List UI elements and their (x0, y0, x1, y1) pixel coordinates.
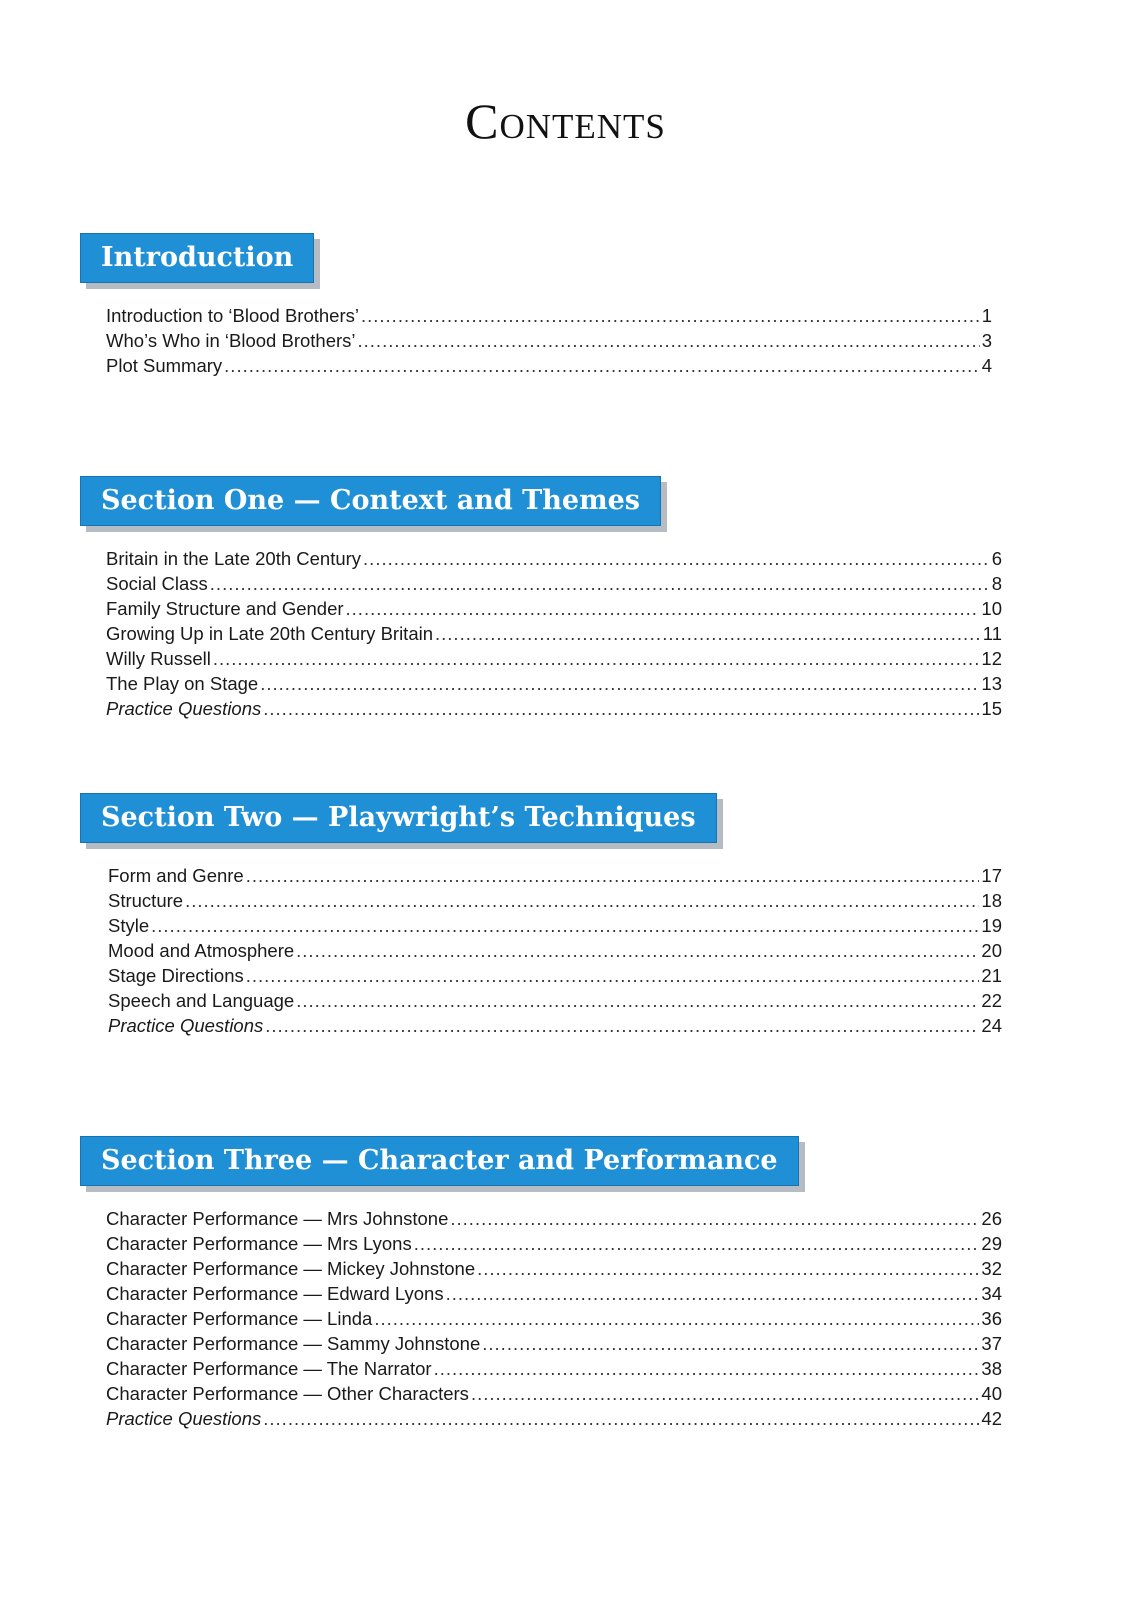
toc-entry-label: Character Performance — Mickey Johnstone (106, 1258, 476, 1279)
toc-entry[interactable] (108, 865, 1002, 890)
toc-entry-page: 29 (981, 1233, 1002, 1254)
toc-entry-page: 8 (991, 573, 1002, 594)
section-two (80, 793, 1024, 1040)
toc-entry[interactable] (108, 890, 1002, 915)
toc-entry[interactable] (108, 915, 1002, 940)
toc-entry-label: Structure (108, 890, 184, 911)
toc-list (106, 1208, 1002, 1433)
toc-list (108, 865, 1002, 1040)
toc-entry-page: 13 (981, 673, 1002, 694)
toc-entry-page: 26 (981, 1208, 1002, 1229)
section-one (80, 476, 1024, 723)
section-heading: Section One — Context and Themes (80, 476, 661, 526)
toc-entry[interactable] (106, 1333, 1002, 1358)
toc-entry[interactable] (106, 1233, 1002, 1258)
dot-leader (435, 623, 981, 645)
toc-entry-label: Style (108, 915, 150, 936)
dot-leader (263, 1408, 979, 1430)
toc-entry[interactable] (106, 1258, 1002, 1283)
toc-entry-label: Character Performance — The Narrator (106, 1358, 432, 1379)
toc-entry[interactable] (106, 355, 992, 380)
toc-entry[interactable] (106, 330, 992, 355)
toc-entry[interactable] (106, 648, 1002, 673)
dot-leader (296, 940, 979, 962)
dot-leader (414, 1233, 980, 1255)
toc-entry[interactable] (108, 940, 1002, 965)
dot-leader (446, 1283, 980, 1305)
toc-entry-page: 34 (981, 1283, 1002, 1304)
toc-entry-label: Form and Genre (108, 865, 244, 886)
dot-leader (346, 598, 980, 620)
toc-entry-page: 24 (981, 1015, 1002, 1036)
toc-entry-label: Character Performance — Linda (106, 1308, 373, 1329)
toc-entry-label: Practice Questions (108, 1015, 264, 1036)
toc-entry[interactable] (106, 1208, 1002, 1233)
section-heading: Introduction (80, 233, 314, 283)
toc-entry-page: 15 (981, 698, 1002, 719)
toc-entry-page: 32 (981, 1258, 1002, 1279)
toc-entry-label: Character Performance — Sammy Johnstone (106, 1333, 481, 1354)
toc-entry-label: Social Class (106, 573, 208, 594)
toc-entry-label: Character Performance — Edward Lyons (106, 1283, 444, 1304)
toc-entry-label: Britain in the Late 20th Century (106, 548, 362, 569)
toc-entry[interactable] (106, 698, 1002, 723)
dot-leader (185, 890, 979, 912)
toc-entry[interactable] (108, 990, 1002, 1015)
toc-entry-label: Plot Summary (106, 355, 223, 376)
toc-entry-page: 18 (981, 890, 1002, 911)
toc-entry[interactable] (108, 965, 1002, 990)
dot-leader (263, 698, 979, 720)
toc-entry-label: Mood and Atmosphere (108, 940, 295, 961)
dot-leader (260, 673, 979, 695)
toc-entry[interactable] (106, 1408, 1002, 1433)
toc-entry-page: 38 (981, 1358, 1002, 1379)
toc-entry-label: Introduction to ‘Blood Brothers’ (106, 305, 359, 326)
dot-leader (361, 305, 980, 327)
section-heading: Section Three — Character and Performance (80, 1136, 799, 1186)
toc-entry[interactable] (106, 573, 1002, 598)
dot-leader (358, 330, 980, 352)
toc-list (106, 548, 1002, 723)
dot-leader (151, 915, 979, 937)
dot-leader (246, 865, 980, 887)
toc-entry-page: 4 (981, 355, 992, 376)
toc-entry-label: Speech and Language (108, 990, 295, 1011)
dot-leader (296, 990, 979, 1012)
toc-entry-page: 10 (981, 598, 1002, 619)
toc-entry-label: Character Performance — Mrs Johnstone (106, 1208, 449, 1229)
toc-entry[interactable] (106, 548, 1002, 573)
toc-entry-page: 42 (981, 1408, 1002, 1429)
toc-entry-label: Who’s Who in ‘Blood Brothers’ (106, 330, 356, 351)
toc-entry-label: Practice Questions (106, 1408, 262, 1429)
toc-entry[interactable] (106, 1283, 1002, 1308)
dot-leader (265, 1015, 979, 1037)
dot-leader (482, 1333, 979, 1355)
toc-entry-page: 12 (981, 648, 1002, 669)
toc-entry-page: 36 (981, 1308, 1002, 1329)
toc-entry-page: 11 (982, 623, 1002, 644)
toc-entry-label: Family Structure and Gender (106, 598, 344, 619)
dot-leader (471, 1383, 979, 1405)
toc-entry-label: The Play on Stage (106, 673, 259, 694)
toc-entry-page: 19 (981, 915, 1002, 936)
toc-entry-page: 20 (981, 940, 1002, 961)
dot-leader (434, 1358, 980, 1380)
section-heading: Section Two — Playwright’s Techniques (80, 793, 717, 843)
toc-entry-label: Character Performance — Mrs Lyons (106, 1233, 412, 1254)
toc-entry[interactable] (106, 1308, 1002, 1333)
toc-entry[interactable] (106, 305, 992, 330)
toc-entry-label: Character Performance — Other Characters (106, 1383, 469, 1404)
section-three (80, 1136, 1024, 1433)
toc-entry[interactable] (108, 1015, 1002, 1040)
dot-leader (450, 1208, 979, 1230)
toc-entry[interactable] (106, 1358, 1002, 1383)
dot-leader (213, 648, 980, 670)
toc-list (106, 305, 992, 380)
toc-entry-page: 22 (981, 990, 1002, 1011)
toc-entry[interactable] (106, 623, 1002, 648)
toc-entry-page: 1 (981, 305, 992, 326)
dot-leader (224, 355, 980, 377)
toc-entry[interactable] (106, 598, 1002, 623)
toc-entry[interactable] (106, 673, 1002, 698)
toc-entry-label: Willy Russell (106, 648, 211, 669)
toc-entry-page: 37 (981, 1333, 1002, 1354)
dot-leader (246, 965, 980, 987)
page-title: Contents (465, 92, 666, 149)
toc-entry-label: Growing Up in Late 20th Century Britain (106, 623, 434, 644)
dot-leader (363, 548, 990, 570)
toc-entry-page: 3 (981, 330, 992, 351)
toc-entry-page: 17 (981, 865, 1002, 886)
toc-entry-page: 21 (981, 965, 1002, 986)
toc-entry-label: Practice Questions (106, 698, 262, 719)
toc-entry[interactable] (106, 1383, 1002, 1408)
dot-leader (210, 573, 990, 595)
dot-leader (477, 1258, 979, 1280)
toc-entry-page: 6 (991, 548, 1002, 569)
toc-entry-page: 40 (981, 1383, 1002, 1404)
dot-leader (374, 1308, 979, 1330)
section-introduction (80, 233, 1024, 380)
toc-entry-label: Stage Directions (108, 965, 244, 986)
